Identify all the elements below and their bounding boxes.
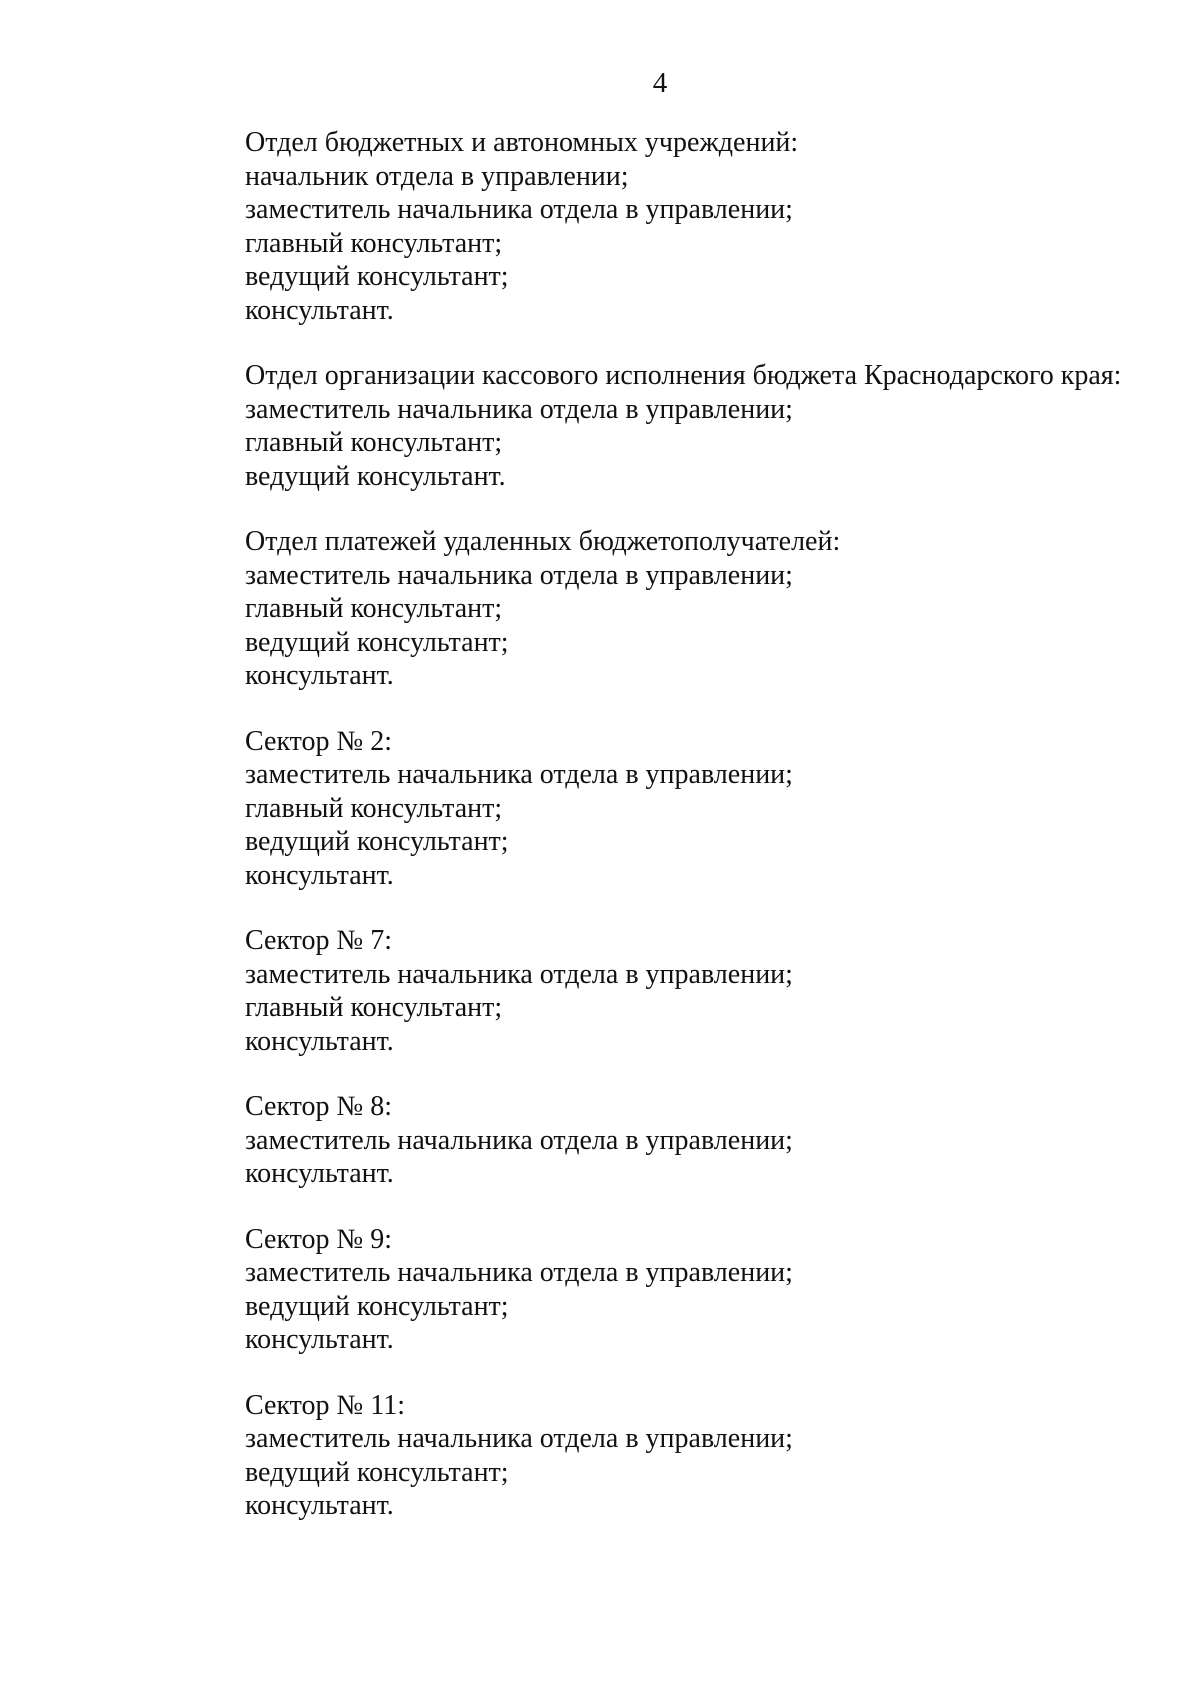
section-heading: Отдел бюджетных и автономных учреждений: — [245, 127, 799, 158]
section-heading: Сектор № 2: — [245, 725, 393, 757]
position-item: консультант. — [245, 660, 394, 691]
position-item: главный консультант; — [245, 792, 503, 824]
section-sector-7 — [245, 924, 1175, 1058]
position-item: консультант. — [245, 859, 394, 891]
position-item: консультант. — [245, 1490, 394, 1521]
position-item: ведущий консультант; — [245, 626, 509, 658]
position-item: заместитель начальника отдела в управлении; — [245, 1124, 793, 1156]
position-item: консультант. — [245, 1025, 394, 1057]
position-item: главный консультант; — [245, 593, 503, 624]
position-item: заместитель начальника отдела в управлении; — [245, 1257, 793, 1288]
position-item: главный консультант; — [245, 992, 503, 1023]
position-item: ведущий консультант; — [245, 1456, 509, 1488]
position-item: начальник отдела в управлении; — [245, 160, 629, 192]
position-item: главный консультант; — [245, 227, 503, 259]
position-item: главный консультант; — [245, 427, 503, 458]
section-sector-2 — [245, 725, 1175, 893]
section-heading: Отдел платежей удаленных бюджетополучателей: — [245, 526, 841, 557]
section-heading: Сектор № 11: — [245, 1389, 406, 1421]
position-item: консультант. — [245, 1158, 394, 1189]
position-item: заместитель начальника отдела в управлении; — [245, 1423, 793, 1454]
position-item: заместитель начальника отдела в управлении; — [245, 759, 793, 790]
position-item: заместитель начальника отдела в управлении; — [245, 958, 793, 990]
position-item: заместитель начальника отдела в управлении; — [245, 194, 793, 225]
document-body — [245, 126, 1175, 1555]
section-heading: Сектор № 8: — [245, 1091, 393, 1122]
section-heading: Сектор № 9: — [245, 1223, 393, 1255]
section-budget-autonomous-institutions — [245, 126, 1175, 327]
position-item: ведущий консультант; — [245, 1290, 509, 1322]
section-sector-8 — [245, 1090, 1175, 1191]
position-item: ведущий консультант; — [245, 826, 509, 857]
position-item: заместитель начальника отдела в управлении; — [245, 559, 793, 591]
position-item: ведущий консультант; — [245, 261, 509, 292]
section-heading: Отдел организации кассового исполнения бюджета Краснодарского края: — [245, 360, 1122, 391]
position-item: ведущий консультант. — [245, 460, 506, 492]
section-heading: Сектор № 7: — [245, 925, 393, 956]
section-sector-9 — [245, 1223, 1175, 1357]
section-remote-payments — [245, 525, 1175, 693]
position-item: консультант. — [245, 294, 394, 326]
position-item: заместитель начальника отдела в управлении; — [245, 393, 793, 425]
section-cash-execution — [245, 359, 1175, 493]
section-sector-11 — [245, 1389, 1175, 1523]
position-item: консультант. — [245, 1324, 394, 1355]
page-number: 4 — [652, 67, 668, 99]
